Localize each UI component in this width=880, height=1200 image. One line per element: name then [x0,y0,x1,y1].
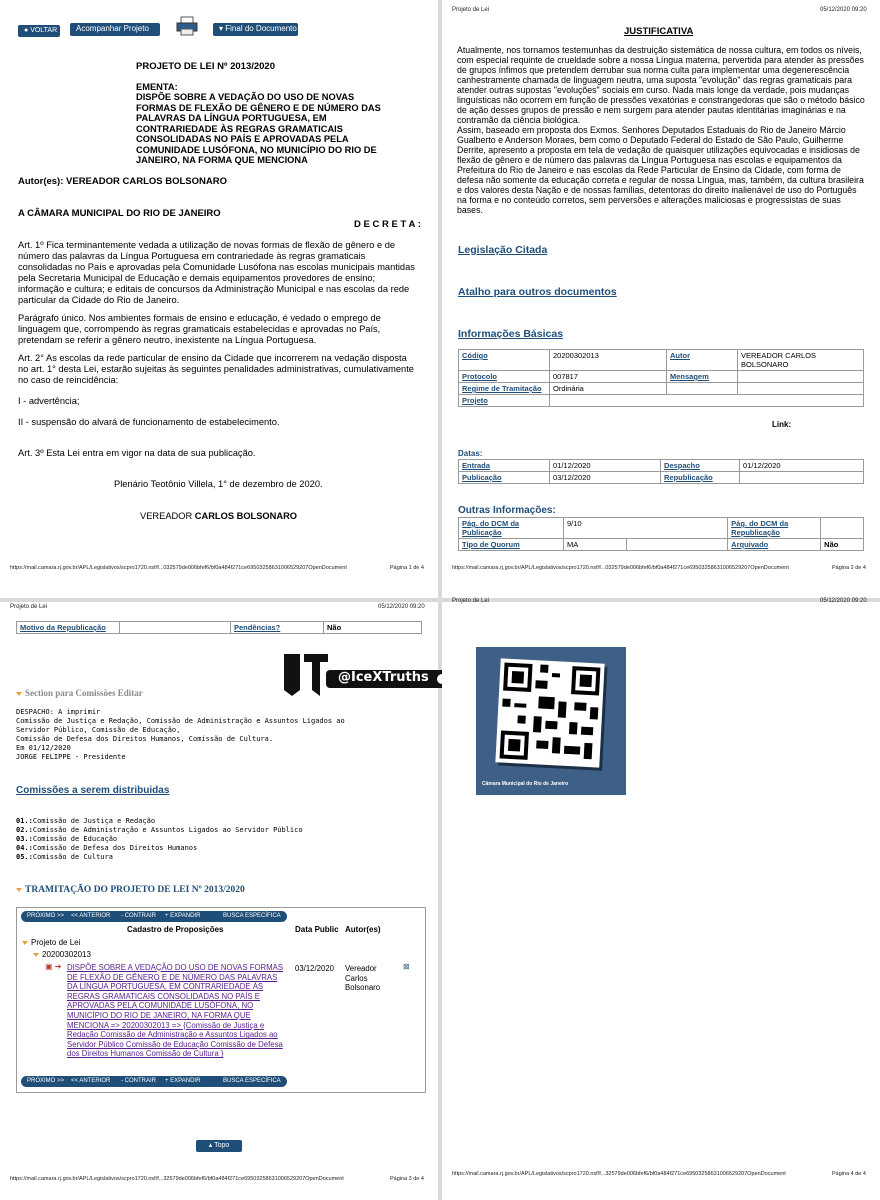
article-1: Art. 1º Fica terminantemente vedada a utilização de novas formas de flexão de gênero e de número das palavras da Língua Portuguesa em contrariedade às regras gramaticais consolidadas no País e aprovadas pela Comunidade Lusófona nas escolas municipais mantidas pela Secretaria Municipal de Educação e demais equipamentos provedores de ensino; informação e cultura; e editais de concursos da Administração Municipal e nas escolas da rede particular da Cidade do Rio de Janeiro. [18,240,415,305]
outras-informacoes-label: Outras Informações: [458,505,556,516]
list-item: 01.:Comissão de Justiça e Redação [16,817,156,825]
ementa-text: DISPÕE SOBRE A VEDAÇÃO DO USO DE NOVAS FORMAS DE FLEXÃO DE GÊNERO E DE NÚMERO DAS PALAVRAS DA LÍNGUA PORTUGUESA, EM CONTRARIEDADE ÀS REGRAS GRAMATICAIS CONSOLIDADAS NO PAÍS E APROVADAS PELA COMUNIDADE LUSÓFONA, NO MUNICÍPIO DO RIO DE JANEIRO, NA FORMA QUE MENCIONA [136,92,381,165]
comissoes-distribuidas-link[interactable]: Comissões a serem distribuidas [16,785,170,796]
header-timestamp: 05/12/2020 09:20 [820,598,867,604]
expandir-button[interactable]: + EXPANDIR [165,913,201,919]
despacho-block: DESPACHO: A imprimir Comissão de Justiça e Redação, Comissão de Administração e Assuntos Ligados ao Servidor Público, Comissão de Educação, Comissão de Defesa dos Direitos Humanos, Comissão de Cultura. Em 01/12/2020 JORGE FELIPPE - Presidente [16,708,345,761]
footer-url: https://mail.camara.rj.gov.br/APL/Legislativos/scpro1720.nsf/f...032579de006bfef6/bf0a484f271ce69503258631006529207OpenDocument [452,565,789,571]
republicacao-table: Motivo da Republicação Pendências? Não [16,621,422,634]
busca-especifica-button[interactable]: BUSCA ESPECÍFICA [223,1078,281,1084]
tramitacao-entry-link[interactable]: DISPÕE SOBRE A VEDAÇÃO DO USO DE NOVAS FORMAS DE FLEXÃO DE GÊNERO E DE NÚMERO DAS PALAVRAS DA LÍNGUA PORTUGUESA, EM CONTRARIEDADE ÀS REGRAS GRAMATICAIS CONSOLIDADAS NO PAÍS E APROVADAS PELA COMUNIDADE LUSÓFONA, NO MUNICÍPIO DO RIO DE JANEIRO, NA FORMA QUE MENCIONA => 20200302013 => {Comissão de Justiça e Redação Comissão de Administração e Assuntos Ligados ao Servidor Público Comissão de Educação Comissão de Defesa dos Direitos Humanos Comissão de Cultura } [67,963,284,1059]
collapse-triangle-icon [33,953,39,957]
inciso-1: I - advertência; [18,396,80,406]
tree-projeto-de-lei[interactable]: Projeto de Lei [22,938,80,947]
autor-line: Autor(es): VEREADOR CARLOS BOLSONARO [18,176,228,187]
footer-page: Página 3 de 4 [390,1176,424,1182]
link-icon[interactable]: ⊠ [403,962,410,971]
expand-triangle-icon [16,888,22,892]
footer-page: Página 1 de 4 [390,565,424,571]
document-page-1 [0,0,438,598]
qr-code-icon [495,658,604,767]
down-arrow-icon: ▾ [219,24,226,33]
document-page-3 [0,602,438,1200]
tramitacao-entry-autor: Vereador Carlos Bolsonaro [345,964,381,993]
header-timestamp: 05/12/2020 09:20 [378,604,425,610]
informacoes-basicas-link[interactable]: Informações Básicas [458,328,564,340]
tramitacao-title[interactable]: TRAMITAÇÃO DO PROJETO DE LEI Nº 2013/2020 [16,885,245,895]
document-arrow-icon: ▣ ➔ [45,962,62,971]
comissoes-list [16,817,303,862]
header-title: Projeto de Lei [10,604,48,610]
qr-code-panel [476,647,626,795]
footer-page: Página 4 de 4 [832,1171,866,1177]
topo-button[interactable]: ▴ Topo [196,1140,242,1152]
outras-table: Pág. do DCM da Publicação 9/10 Pág. do DCM da Republicação Tipo de Quorum MA Arquivado Não [458,517,864,551]
up-arrow-icon: ▴ [208,1142,215,1149]
datas-table: Entrada 01/12/2020 Despacho 01/12/2020 Publicação 03/12/2020 Republicação [458,459,864,484]
plenario-line: Plenário Teotônio Villela, 1° de dezembro de 2020. [114,479,323,489]
tramitacao-nav-bottom [21,1076,287,1087]
tramitacao-nav-top [21,911,287,922]
page-title: PROJETO DE LEI Nº 2013/2020 [136,61,275,72]
header-title: Projeto de Lei [452,598,490,604]
voltar-button[interactable]: ● VOLTAR [18,25,60,37]
col-data-public: Data Public [295,925,339,934]
footer-url: https://mail.camara.rj.gov.br/APL/Legislativos/scpro1720.nsf/f...32579de006bfef6/bf0a484f271ce69503258631006529207OpenDocument [452,1171,786,1177]
link-label: Link: [772,420,792,429]
anterior-button[interactable]: << ANTERIOR [71,1078,111,1084]
col-autores: Autor(es) [345,925,381,934]
back-arrow-icon: ● [24,27,31,34]
qr-caption: Câmara Municipal do Rio de Janeiro [482,781,569,787]
list-item: 05.:Comissão de Cultura [16,853,113,861]
section-comissoes-header[interactable]: Section para Comissões Editar [16,688,143,698]
article-3: Art. 3º Esta Lei entra em vigor na data de sua publicação. [18,448,256,458]
tramitacao-entry-date: 03/12/2020 [295,964,335,973]
inciso-2: II - suspensão do alvará de funcionamento de estabelecimento. [18,417,280,427]
tree-codigo[interactable]: 20200302013 [33,950,91,959]
camara-line: A CÂMARA MUNICIPAL DO RIO DE JANEIRO [18,208,221,219]
printer-icon[interactable] [176,17,198,35]
proximo-button[interactable]: PRÓXIMO >> [27,913,65,919]
collapse-triangle-icon [22,941,28,945]
contrair-button[interactable]: - CONTRAIR [121,1078,156,1084]
footer-url: https://mail.camara.rj.gov.br/APL/Legislativos/scpro1720.nsf/f...32579de006bfef6/bf0a484f271ce69503258631006529207OpenDocument [10,1176,344,1182]
document-page-4 [442,598,880,1200]
atalho-link[interactable]: Atalho para outros documentos [458,286,617,298]
watermark-text: @IceXTruths [338,670,429,685]
paragrafo-unico: Parágrafo único. Nos ambientes formais de ensino e educação, é vedado o emprego de linguagem que, corrompendo às regras gramaticais estabelecidas e aprovadas no País, pretendam se referir a gênero neutro, inexistente na Língua Portuguesa. [18,313,381,345]
final-documento-button[interactable]: ▾ Final do Documento [213,23,298,36]
footer-url: https://mail.camara.rj.gov.br/APL/Legislativos/scpro1720.nsf/f...032579de006bfef6/bf0a484f271ce69503258631006529207OpenDocument [10,565,347,571]
document-page-2 [442,0,880,598]
info-basicas-table: Código 20200302013 Autor VEREADOR CARLOS BOLSONARO Protocolo 007817 Mensagem Regime de Tramitação Ordinária Projeto [458,349,864,407]
decreta-line: D E C R E T A : [354,219,421,230]
signature: VEREADOR CARLOS BOLSONARO [140,511,298,521]
list-item: 02.:Comissão de Administração e Assuntos Ligados ao Servidor Público [16,826,303,834]
list-item: 04.:Comissão de Defesa dos Direitos Humanos [16,844,198,852]
footer-page: Página 2 de 4 [832,565,866,571]
ementa-label: EMENTA: [136,82,178,92]
contrair-button[interactable]: - CONTRAIR [121,913,156,919]
article-2: Art. 2° As escolas da rede particular de ensino da Cidade que incorrerem na vedação disposta no art. 1° desta Lei, estarão sujeitas às seguintes penalidades administrativas, cumulativamente no caso de reincidência: [18,353,414,385]
proximo-button[interactable]: PRÓXIMO >> [27,1078,65,1084]
datas-label: Datas: [458,449,483,458]
tramitacao-panel [16,907,426,1093]
justificativa-title: JUSTIFICATIVA [624,26,694,37]
list-item: 03.:Comissão de Educação [16,835,118,843]
header-timestamp: 05/12/2020 09:20 [820,7,867,13]
busca-especifica-button[interactable]: BUSCA ESPECÍFICA [223,913,281,919]
justificativa-body: Atualmente, nos tornamos testemunhas da destruição sistemática de nossa cultura, em todos os níveis, com especial requinte de crueldade sobre a nossa Língua materna, pervertida para atender às pressões de grupos ínfimos que pretendem derrubar sua norma culta para implementar uma degenerescência canhestramente chamada de linguagem neutra, uma suposta "evolução" das regras gramaticais para atender outras supostas "evoluções" sociais em curso. Nada mais longe da verdade, pois mudanças linguísticas não ocorrem em função de pressões vexatórias e constrangedoras que são o método básico de ação desses grupos de pressão e nem surgem para atender pautas identitárias imaginárias e na contramão da ciência biológica. Assim, baseado em proposta dos Exmos. Senhores Deputados Estaduais do Rio de Janeiro Márcio Gualberto e Anderson Moraes, bem como o Deputado Federal do Estado de São Paulo, Guilherme Derrite, apresento a proposta em tela de vedação de quaisquer utilizações equivocadas e insidiosas de flexão de gênero e de número das palavras da Língua Portuguesa nas escolas e equipamentos da Prefeitura do Rio de Janeiro e nas escolas da Rede Particular de Ensino da Cidade, com forma de defesa não somente da educação correta e regular de nossa Língua, mas, também, da cultura brasileira e dos valores desta Nação e de nossas famílias, detentoras do direito inalienável de uso do Português na forma e no conteúdo corretos, sem perversões e alterações maliciosas e progressistas de suas bases. [457,45,865,215]
anterior-button[interactable]: << ANTERIOR [71,913,111,919]
col-cadastro: Cadastro de Proposições [127,925,224,934]
acompanhar-projeto-button[interactable]: Acompanhar Projeto [70,23,160,36]
header-title: Projeto de Lei [452,7,490,13]
legislacao-citada-link[interactable]: Legislação Citada [458,244,548,256]
watermark-logo [280,650,452,698]
expandir-button[interactable]: + EXPANDIR [165,1078,201,1084]
expand-triangle-icon [16,692,22,696]
